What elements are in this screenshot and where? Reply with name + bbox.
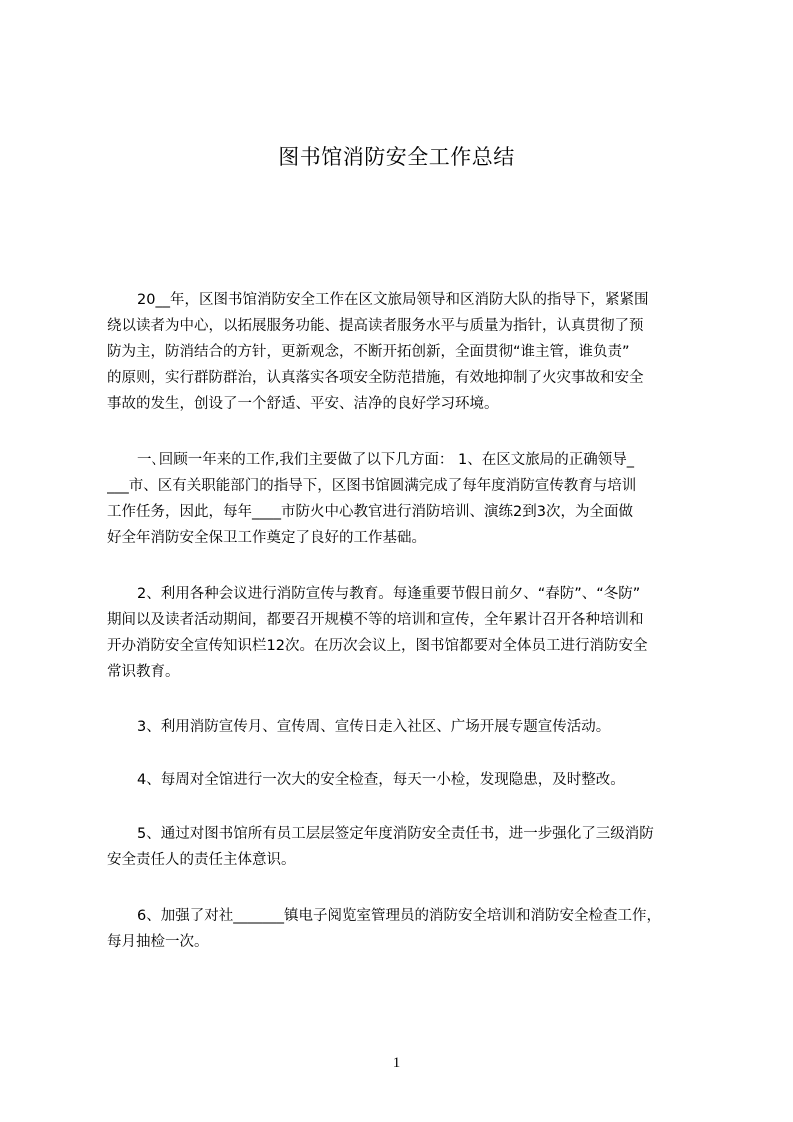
text-line: 5、通过对图书馆所有员工层层签定年度消防安全责任书，进一步强化了三级消防 [137,826,654,842]
paragraph-item-2 [107,581,699,685]
paragraph-review [107,447,699,551]
text-line: 6、加强了对社_______镇电子阅览室管理员的消防安全培训和消防安全检查工作， [137,908,661,924]
text-line: 一､回顾一年来的工作,我们主要做了以下几方面： 1、在区文旅局的正确领导_ [137,452,634,468]
text-line: ___市、区有关职能部门的指导下，区图书馆圆满完成了每年度消防宣传教育与培训 [107,478,637,494]
text-line: 20__年，区图书馆消防安全工作在区文旅局领导和区消防大队的指导下，紧紧围 [137,292,649,308]
text-line: 安全责任人的责任主体意识。 [107,852,296,868]
paragraph-intro [107,287,699,417]
text-line: 好全年消防安全保卫工作奠定了良好的工作基础。 [107,530,426,546]
text-line: 事故的发生，创设了一个舒适、平安、洁净的良好学习环境。 [107,396,499,412]
text-line: 开办消防安全宣传知识栏12次。在历次会议上，图书馆都要对全体员工进行消防安全 [107,638,648,654]
text-line: 的原则，实行群防群治，认真落实各项安全防范措施，有效地抑制了火灾事故和安全 [107,370,644,386]
paragraph-item-4 [107,767,699,793]
text-line: 期间以及读者活动期间，都要召开规模不等的培训和宣传，全年累计召开各种培训和 [107,612,644,628]
text-line: 工作任务，因此，每年____市防火中心教官进行消防培训、演练2到3次，为全面做 [107,504,633,520]
text-line: 绕以读者为中心，以拓展服务功能、提高读者服务水平与质量为指针，认真贯彻了预 [107,318,644,334]
text-line: 3、利用消防宣传月、宣传周、宣传日走入社区、广场开展专题宣传活动。 [137,719,611,735]
text-line: 每月抽检一次。 [107,934,209,950]
text-line: 常识教育。 [107,664,180,680]
paragraph-item-5 [107,821,699,873]
text-line: 4、每周对全馆进行一次大的安全检查，每天一小检，发现隐患，及时整改。 [137,772,625,788]
document-title: 图书馆消防安全工作总结 [278,145,515,169]
paragraph-item-6 [107,903,699,955]
text-line: 防为主，防消结合的方针，更新观念，不断开拓创新，全面贯彻“谁主管，谁负责” [107,344,630,360]
paragraph-item-3 [107,714,699,740]
text-line: 2、利用各种会议进行消防宣传与教育。每逢重要节假日前夕、“春防”、“冬防” [137,586,641,602]
page-number: 1 [392,1055,401,1071]
